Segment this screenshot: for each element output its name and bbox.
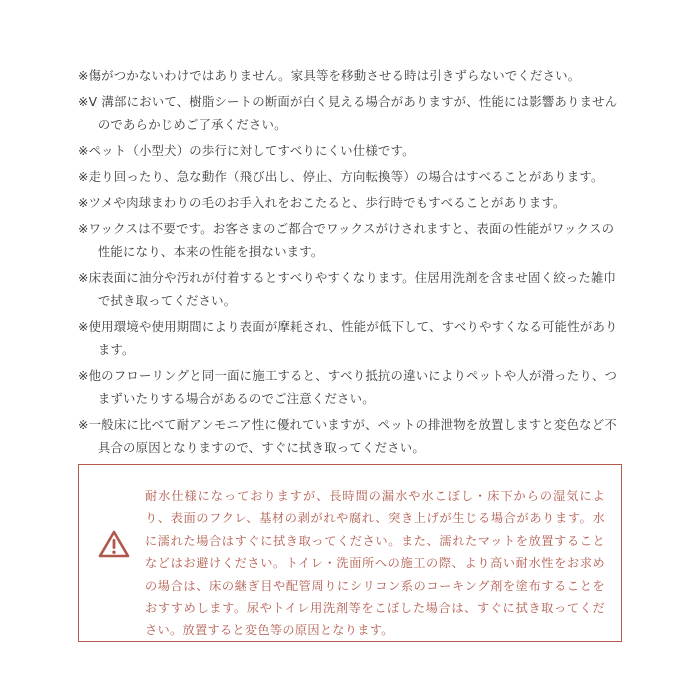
water-resistance-warning-box — [78, 464, 622, 642]
caution-note — [78, 315, 626, 361]
caution-note — [78, 64, 626, 87]
caution-note — [78, 266, 626, 312]
note-text: ※ワックスは不要です。お客さまのご都合でワックスがけされますと、表面の性能がワックスの性能になり、本来の性能を損ないます。 — [78, 221, 615, 259]
note-text: ※他のフローリングと同一面に施工すると、すべり抵抗の違いによりペットや人が滑ったり、つまずいたりする場合があるのでご注意ください。 — [78, 368, 618, 406]
caution-note — [78, 217, 626, 263]
note-text: ※一般床に比べて耐アンモニア性に優れていますが、ペットの排泄物を放置しますと変色など不具合の原因となりますので、すぐに拭き取ってください。 — [78, 417, 617, 455]
note-text: ※ペット（小型犬）の歩行に対してすべりにくい仕様です。 — [78, 143, 415, 158]
warning-triangle-icon — [97, 529, 131, 559]
note-text: ※走り回ったり、急な動作（飛び出し、停止、方向転換等）の場合はすべることがあります。 — [78, 169, 604, 184]
note-text: ※使用環境や使用期間により表面が摩耗され、性能が低下して、すべりやすくなる可能性があります。 — [78, 319, 618, 357]
caution-notes-list — [78, 64, 626, 462]
caution-note — [78, 90, 626, 136]
caution-note — [78, 139, 626, 162]
note-text: ※V 溝部において、樹脂シートの断面が白く見える場合がありますが、性能には影響ありませんのであらかじめご了承ください。 — [78, 94, 618, 132]
note-text: ※傷がつかないわけではありません。家具等を移動させる時は引きずらないでください。 — [78, 68, 581, 83]
caution-note — [78, 364, 626, 410]
note-text: ※ツメや肉球まわりの毛のお手入れをおこたると、歩行時でもすべることがあります。 — [78, 195, 566, 210]
note-text: ※床表面に油分や汚れが付着するとすべりやすくなります。住居用洗剤を含ませ固く絞った雑巾で拭き取ってください。 — [78, 270, 617, 308]
caution-note — [78, 165, 626, 188]
caution-note — [78, 413, 626, 459]
warning-text: 耐水仕様になっておりますが、長時間の漏水や水こぼし・床下からの湿気により、表面のフクレ、基材の剥がれや腐れ、突き上げが生じる場合があります。水に濡れた場合はすぐに拭き取ってください。また、濡れたマットを放置することなどはお避けください。トイレ・洗面所への施工の際、より高い耐水性をお求めの場合は、床の継ぎ目や配管周りにシリコン系のコーキング剤を塗布することをおすすめします。尿やトイレ用洗剤等をこぼした場合は、すぐに拭き取ってください。放置すると変色等の原因となります。 — [145, 489, 605, 638]
caution-note — [78, 191, 626, 214]
